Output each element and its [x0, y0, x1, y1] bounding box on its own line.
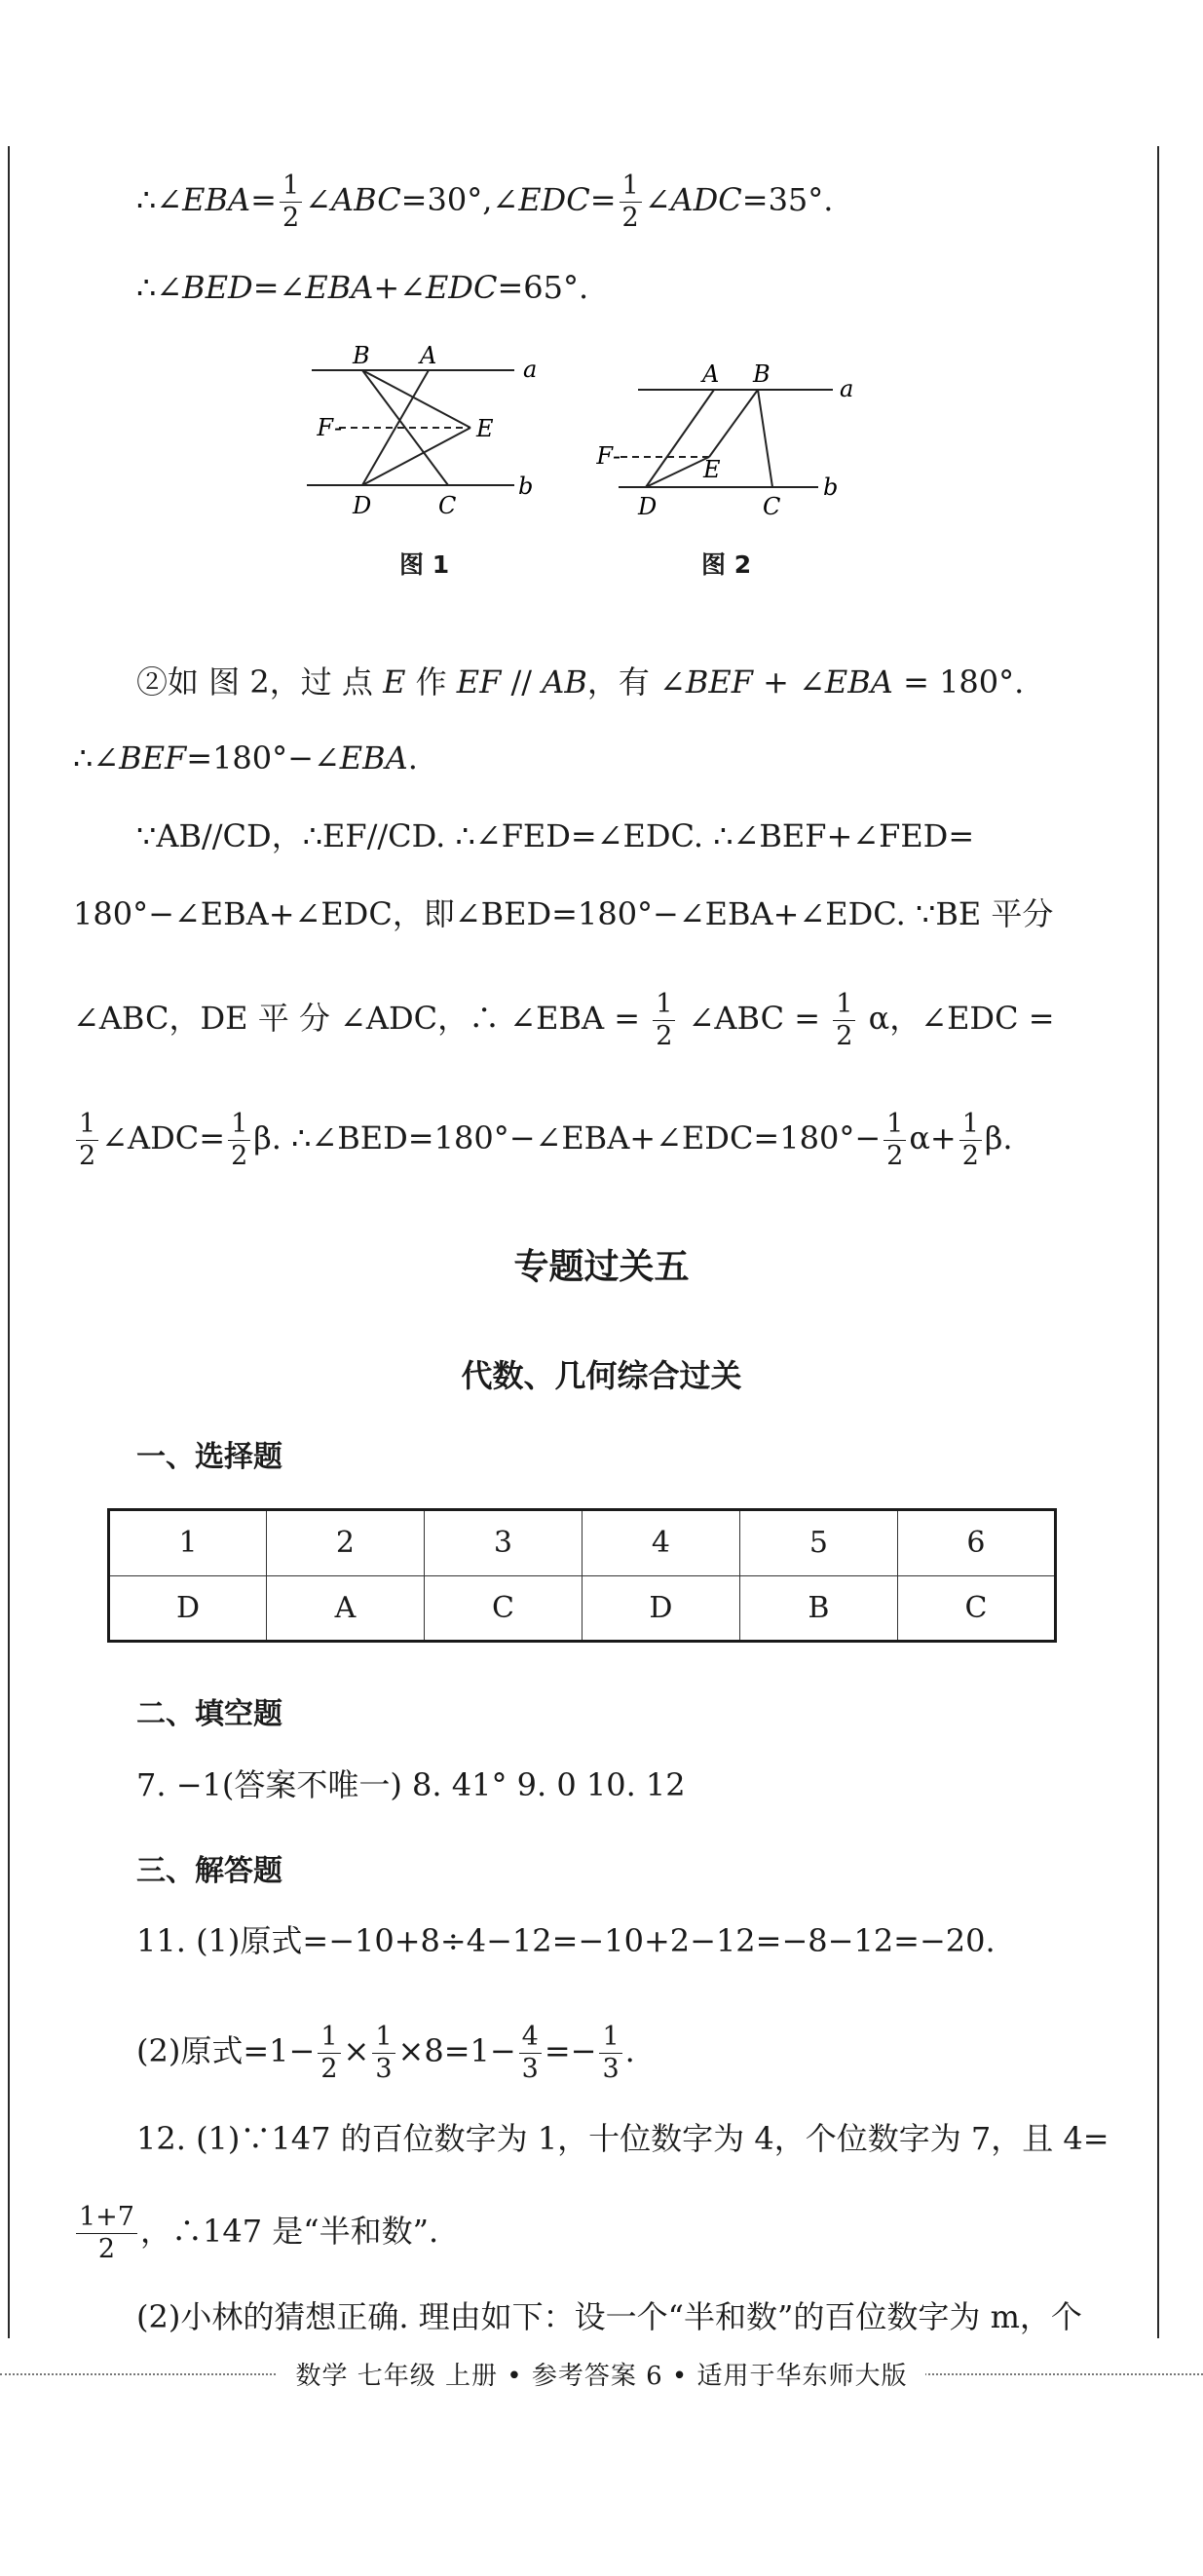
part2-line-6: $\frac{1}{2}$ ∠ADC= $\frac{1}{2}$ β. ∴∠BED=180°−∠EBA+∠EDC=180°− $\frac{1}{2}$ α+ $\frac{1}{2}$ β.: [73, 1109, 1110, 1172]
label-F: F: [596, 442, 613, 470]
part2-line-1: ②如 图 2，过 点 E 作 EF // AB，有 ∠BEF + ∠EBA = 180°.: [136, 663, 1025, 701]
main-heading: 专题过关五: [513, 1247, 690, 1287]
label-C: C: [438, 492, 457, 519]
q12-part1-cont: $\frac{1+7}{2}$ ，∴147 是“半和数”.: [73, 2202, 1110, 2265]
label-A: A: [702, 360, 720, 388]
answer-cell: B: [739, 1575, 897, 1642]
table-row: [109, 1510, 1056, 1576]
label-D: D: [353, 492, 372, 519]
label-B: B: [753, 360, 771, 388]
part2-line-2: ∴∠BEF=180°−∠EBA.: [73, 739, 418, 777]
answer-cell: C: [424, 1575, 582, 1642]
question-number: 5: [739, 1510, 897, 1576]
sub-heading: 代数、几何综合过关: [461, 1357, 742, 1394]
q11-part2: (2)原式=1− $\frac{1}{2}$ × $\frac{1}{3}$ ×8=1− $\frac{4}{3}$ =− $\frac{1}{3}$ .: [136, 2022, 635, 2084]
label-b: b: [823, 474, 839, 501]
label-E: E: [703, 456, 721, 483]
section-choice: 一、选择题: [136, 1440, 282, 1474]
footer: 数学 七年级 上册 • 参考答案 6 • 适用于华东师大版: [0, 2356, 1203, 2392]
figure-2: [589, 351, 862, 526]
label-E: E: [476, 415, 494, 442]
q11-part1: 11. (1)原式=−10+8÷4−12=−10+2−12=−8−12=−20.: [136, 1922, 996, 1959]
question-number: 4: [582, 1510, 739, 1576]
fraction-half: $\frac{1}{2}$: [620, 170, 642, 234]
label-a: a: [840, 375, 854, 402]
section-fill: 二、填空题: [136, 1697, 282, 1731]
segment-BE: [709, 390, 758, 457]
answer-cell: D: [109, 1575, 267, 1642]
fill-answers: 7. −1(答案不唯一) 8. 41° 9. 0 10. 12: [136, 1766, 686, 1803]
answer-cell: D: [582, 1575, 739, 1642]
answer-cell: A: [266, 1575, 424, 1642]
figure-1-caption: 图 1: [399, 550, 450, 579]
q12-part2: (2)小林的猜想正确. 理由如下：设一个“半和数”的百位数字为 m，个: [136, 2298, 1082, 2335]
label-C: C: [763, 493, 781, 520]
q12-part1: 12. (1)∵147 的百位数字为 1，十位数字为 4，个位数字为 7，且 4=: [136, 2120, 1109, 2157]
segment-BC: [758, 390, 772, 487]
label-A: A: [420, 342, 437, 369]
derivation-line-1: ∴∠EBA= $\frac{1}{2}$ ∠ABC=30°,∠EDC= $\frac{1}{2}$ ∠ADC=35°.: [136, 170, 834, 233]
table-row: [109, 1575, 1056, 1642]
section-solutions: 三、解答题: [136, 1854, 282, 1888]
part2-line-5: ∠ABC，DE 平 分 ∠ADC，∴ ∠EBA = $\frac{1}{2}$ ∠ABC = $\frac{1}{2}$ α，∠EDC =: [73, 989, 1055, 1051]
question-number: 2: [266, 1510, 424, 1576]
segment-BE: [362, 370, 470, 428]
label-a: a: [523, 356, 538, 383]
question-number: 6: [897, 1510, 1055, 1576]
label-b: b: [518, 473, 534, 500]
part2-line-4: 180°−∠EBA+∠EDC，即∠BED=180°−∠EBA+∠EDC. ∵BE 平分: [73, 895, 1054, 932]
figure-2-caption: 图 2: [701, 550, 752, 579]
fraction-half: $\frac{1}{2}$: [280, 170, 302, 234]
label-F: F: [317, 414, 333, 441]
question-number: 1: [109, 1510, 267, 1576]
derivation-line-2: ∴∠BED=∠EBA+∠EDC=65°.: [136, 269, 589, 306]
label-F-dash: -: [613, 442, 621, 470]
label-F-dash: -: [334, 414, 343, 441]
question-number: 3: [424, 1510, 582, 1576]
answer-cell: C: [897, 1575, 1055, 1642]
part2-line-3: ∵AB//CD，∴EF//CD. ∴∠FED=∠EDC. ∴∠BEF+∠FED=: [136, 817, 975, 854]
label-D: D: [638, 493, 658, 520]
figure-1: [292, 336, 565, 521]
label-B: B: [353, 342, 370, 369]
answer-table: [107, 1508, 1057, 1643]
